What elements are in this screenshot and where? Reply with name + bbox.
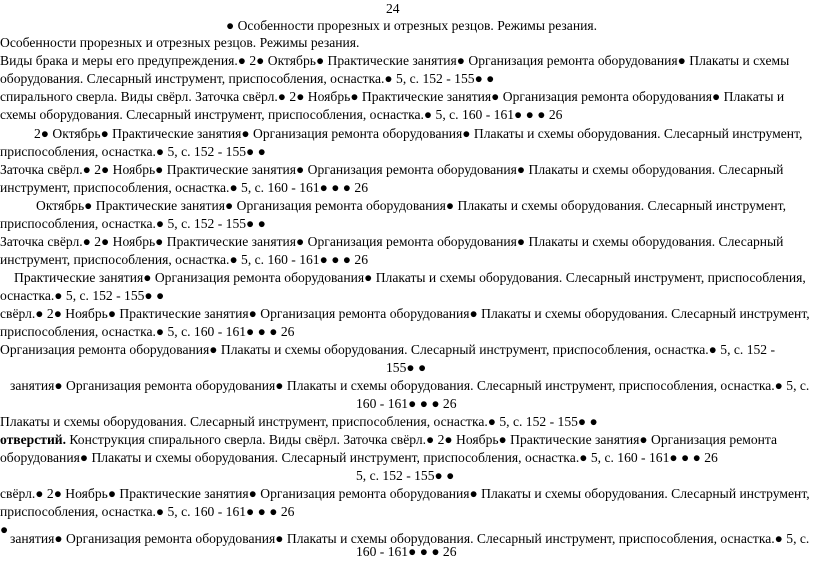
text-line: занятия● Организация ремонта оборудования● Плакаты и схемы оборудования. Слесарный инструмент, приспособления, оснастка.● 5, с. [10,531,810,546]
text-line: свёрл.● 2● Ноябрь● Практические занятия● Организация ремонта оборудования● Плакаты и схемы оборудования. Слесарный инструмент, [0,486,810,501]
text-line: Организация ремонта оборудования● Плакаты и схемы оборудования. Слесарный инструмент, приспособления, оснастка.● 5, с. 152 - [0,342,776,357]
text-line: схемы оборудования. Слесарный инструмент, приспособления, оснастка.● 5, с. 160 - 161● ● ● 26 [0,107,563,122]
text-line: Заточка свёрл.● 2● Ноябрь● Практические занятия● Организация ремонта оборудования● Плакаты и схемы оборудования. Слесарный [0,162,784,177]
text-line [0,431,777,449]
text-line: Особенности прорезных и отрезных резцов. Режимы резания. [0,35,360,50]
text-line: 2● Октябрь● Практические занятия● Организация ремонта оборудования● Плакаты и схемы оборудования. Слесарный инструмент, [34,126,803,141]
bold-prefix: отверстий. [0,432,67,447]
text-line: свёрл.● 2● Ноябрь● Практические занятия● Организация ремонта оборудования● Плакаты и схемы оборудования. Слесарный инструмент, [0,306,810,321]
header-line: ● Особенности прорезных и отрезных резцов. Режимы резания. [226,18,598,33]
text-line: занятия● Организация ремонта оборудования● Плакаты и схемы оборудования. Слесарный инструмент, приспособления, оснастка.● 5, с. [10,378,810,393]
text-line: Плакаты и схемы оборудования. Слесарный инструмент, приспособления, оснастка.● 5, с. 152 - 155● ● [0,414,598,429]
text-span: Конструкция спирального сверла. Виды свёрл. Заточка свёрл.● 2● Ноябрь● Практические занятия● Организация ремонта [69,432,778,447]
text-line: приспособления, оснастка.● 5, с. 152 - 155● ● [0,216,266,231]
text-line: приспособления, оснастка.● 5, с. 160 - 161● ● ● 26 [0,324,295,339]
text-line: оснастка.● 5, с. 152 - 155● ● [0,288,165,303]
text-line: ● [0,522,9,537]
text-line: инструмент, приспособления, оснастка.● 5, с. 160 - 161● ● ● 26 [0,252,369,267]
text-line: Октябрь● Практические занятия● Организация ремонта оборудования● Плакаты и схемы оборудования. Слесарный инструмент, [36,198,786,213]
text-line: оборудования● Плакаты и схемы оборудования. Слесарный инструмент, приспособления, оснастка.● 5, с. 160 - 161● ● ● 26 [0,450,718,465]
text-line: приспособления, оснастка.● 5, с. 152 - 155● ● [0,144,266,159]
text-line: 160 - 161● ● ● 26 [356,544,457,559]
text-line: Заточка свёрл.● 2● Ноябрь● Практические занятия● Организация ремонта оборудования● Плакаты и схемы оборудования. Слесарный [0,234,784,249]
text-line: оборудования. Слесарный инструмент, приспособления, оснастка.● 5, с. 152 - 155● ● [0,71,495,86]
text-line: инструмент, приспособления, оснастка.● 5, с. 160 - 161● ● ● 26 [0,180,369,195]
text-line: спирального сверла. Виды свёрл. Заточка свёрл.● 2● Ноябрь● Практические занятия● Организация ремонта оборудования● Плакаты и [0,89,785,104]
text-line: Практические занятия● Организация ремонта оборудования● Плакаты и схемы оборудования. Слесарный инструмент, приспособления, [14,270,806,285]
page-number: 24 [386,1,400,16]
text-line: Виды брака и меры его предупреждения.● 2● Октябрь● Практические занятия● Организация ремонта оборудования● Плакаты и схемы [0,53,790,68]
text-line: 5, с. 152 - 155● ● [356,468,455,483]
text-line: приспособления, оснастка.● 5, с. 160 - 161● ● ● 26 [0,504,295,519]
text-line: 155● ● [386,360,427,375]
text-line: 160 - 161● ● ● 26 [356,396,457,411]
